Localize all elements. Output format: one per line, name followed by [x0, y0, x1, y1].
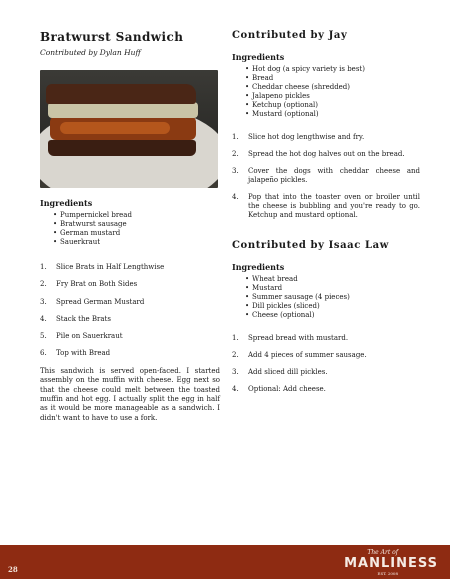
step-item	[40, 315, 220, 324]
page-number: 28	[8, 565, 18, 574]
steps-list	[232, 133, 420, 220]
ingredient-item: • Summer sausage (4 pieces)	[252, 293, 420, 302]
bread-bottom-shape	[48, 140, 196, 156]
ingredient-item: • Dill pickles (sliced)	[252, 302, 420, 311]
ingredient-item: • Pumpernickel bread	[60, 211, 220, 220]
step-number: 4.	[232, 193, 239, 201]
step-number: 2.	[232, 351, 239, 359]
step-item	[40, 263, 220, 272]
step-item	[232, 133, 420, 142]
step-item	[232, 368, 420, 377]
ingredients-list	[40, 211, 220, 247]
step-number: 4.	[232, 385, 239, 393]
step-number: 6.	[40, 349, 47, 358]
sauerkraut-shape	[48, 102, 198, 118]
section-title-isaac: Contributed by Isaac Law	[232, 240, 389, 251]
ingredient-item: • Cheddar cheese (shredded)	[252, 83, 420, 92]
ingredient-item: • Bratwurst sausage	[60, 220, 220, 229]
logo-small-text: The Art of	[367, 549, 398, 556]
step-item	[40, 298, 220, 307]
step-text: Slice Brats in Half Lengthwise	[56, 263, 165, 271]
recipe-byline: Contributed by Dylan Huff	[40, 48, 141, 57]
ingredient-item: • Jalapeno pickles	[252, 92, 420, 101]
step-text: Pile on Sauerkraut	[56, 332, 123, 341]
step-number: 2.	[232, 150, 239, 158]
step-item	[232, 351, 420, 360]
ingredient-item: • Hot dog (a spicy variety is best)	[252, 65, 420, 74]
step-number: 1.	[232, 133, 239, 141]
ingredients-list	[232, 275, 420, 320]
step-number: 1.	[40, 263, 47, 271]
ingredient-item: • Cheese (optional)	[252, 311, 420, 320]
step-item	[232, 167, 420, 185]
step-item	[40, 349, 220, 358]
step-text: Spread the hot dog halves out on the bread.	[248, 150, 405, 158]
ingredient-item: • Wheat bread	[252, 275, 420, 284]
art-of-manliness-logo	[298, 549, 438, 575]
sandwich-photo	[40, 70, 218, 188]
step-text: Spread German Mustard	[56, 297, 145, 306]
left-column	[40, 30, 220, 423]
step-number: 5.	[40, 332, 47, 341]
step-number: 4.	[40, 314, 47, 323]
bread-top-shape	[46, 84, 196, 104]
recipe-title: Bratwurst Sandwich	[40, 30, 184, 44]
step-text: Fry Brat on Both Sides	[56, 280, 138, 289]
step-item	[232, 150, 420, 159]
ingredient-item: • Mustard (optional)	[252, 110, 420, 119]
ingredients-heading: Ingredients	[232, 52, 285, 62]
ingredient-item: • Mustard	[252, 284, 420, 293]
ingredients-heading: Ingredients	[40, 198, 93, 208]
page-footer	[0, 545, 450, 579]
right-column	[232, 30, 420, 402]
ingredients-heading: Ingredients	[232, 262, 285, 272]
ingredient-item: • Sauerkraut	[60, 238, 220, 247]
ingredient-item: • Bread	[252, 74, 420, 83]
step-item	[40, 280, 220, 289]
step-number: 3.	[40, 297, 47, 306]
section-title-jay: Contributed by Jay	[232, 30, 348, 41]
step-number: 1.	[232, 334, 239, 342]
ingredient-item: • Ketchup (optional)	[252, 101, 420, 110]
step-number: 3.	[232, 167, 239, 175]
bratwurst-highlight-shape	[60, 122, 170, 134]
step-text: Add sliced dill pickles.	[248, 368, 328, 376]
ingredients-list	[232, 65, 420, 119]
step-text: Pop that into the toaster oven or broiler until the cheese is bubbling and you're ready to go. Ketchup and mustard optional.	[248, 193, 420, 219]
step-text: Spread bread with mustard.	[248, 334, 349, 342]
step-text: Top with Bread	[56, 349, 111, 358]
step-text: Cover the dogs with cheddar cheese and jalapeño pickles.	[248, 167, 420, 184]
step-item	[232, 193, 420, 220]
step-text: Stack the Brats	[56, 314, 111, 323]
logo-wordmark: MANLINESS	[344, 556, 438, 571]
logo-established-text: EST. 2008	[377, 571, 398, 576]
recipe-note: This sandwich is served open-faced. I started assembly on the muffin with cheese. Egg next so that the cheese could melt between the toasted muffin and hot egg. I actually split the egg in half as it would be more manageable as a sandwich. I didn't want to have to use a fork.	[40, 366, 220, 422]
step-text: Optional: Add cheese.	[248, 385, 326, 393]
step-item	[232, 334, 420, 343]
step-number: 3.	[232, 368, 239, 376]
step-item	[232, 385, 420, 394]
step-text: Slice hot dog lengthwise and fry.	[248, 133, 365, 141]
steps-list	[40, 263, 220, 358]
ingredient-item: • German mustard	[60, 229, 220, 238]
steps-list	[232, 334, 420, 394]
step-text: Add 4 pieces of summer sausage.	[248, 351, 367, 359]
step-item	[40, 332, 220, 341]
step-number: 2.	[40, 280, 47, 289]
